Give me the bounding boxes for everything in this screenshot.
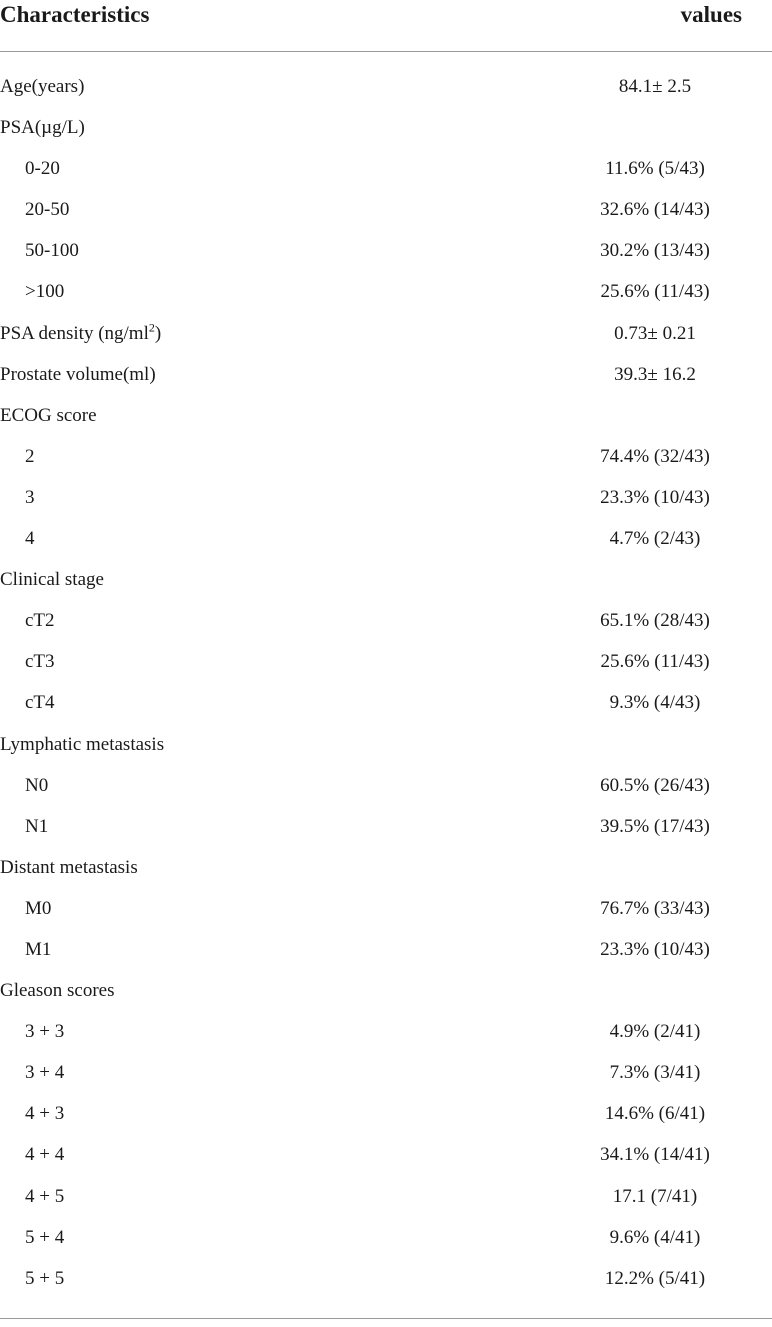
row-label-text: 50-100 xyxy=(25,240,79,262)
table-row xyxy=(0,190,772,231)
row-label-text: PSA density (ng/ml xyxy=(0,322,149,344)
row-value: 9.6% (4/41) xyxy=(609,1226,701,1248)
row-label-text: Prostate volume(ml) xyxy=(0,363,156,385)
header-characteristics: Characteristics xyxy=(0,2,150,27)
table-row xyxy=(0,889,772,930)
table-row xyxy=(0,437,772,478)
row-label-text: PSA(µg/L) xyxy=(0,117,85,139)
row-subcategory-label xyxy=(25,1020,64,1044)
row-value: 17.1 (7/41) xyxy=(612,1185,698,1207)
row-label-text: 4 + 3 xyxy=(25,1103,65,1125)
row-value: 4.7% (2/43) xyxy=(609,528,701,550)
table-row xyxy=(0,1177,772,1218)
table-row xyxy=(0,1012,772,1053)
row-label-suffix: ) xyxy=(154,322,162,344)
row-label-text: Age(years) xyxy=(0,76,85,97)
row-value: 12.2% (5/41) xyxy=(604,1267,706,1289)
row-subcategory-label xyxy=(25,938,51,962)
row-label-text: Lymphatic metastasis xyxy=(0,733,165,755)
row-label-text: cT3 xyxy=(25,651,55,673)
row-label-text: Gleason scores xyxy=(0,980,115,1002)
row-category-label xyxy=(0,404,97,428)
table-row xyxy=(0,272,772,313)
row-subcategory-label xyxy=(25,527,35,551)
row-category-label xyxy=(0,979,115,1003)
row-category-label xyxy=(0,733,164,757)
row-label-text: Clinical stage xyxy=(0,569,104,591)
row-label-text: N0 xyxy=(25,774,49,796)
row-label-text: 0-20 xyxy=(25,158,60,180)
table-row xyxy=(0,519,772,560)
row-value: 25.6% (11/43) xyxy=(600,281,710,303)
row-subcategory-label xyxy=(25,198,69,222)
row-subcategory-label xyxy=(25,897,51,921)
row-subcategory-label xyxy=(25,280,64,304)
table-row xyxy=(0,231,772,272)
row-value: 0.73± 0.21 xyxy=(614,322,696,344)
row-category-label xyxy=(0,75,84,99)
row-value: 9.3% (4/43) xyxy=(609,692,701,714)
table-row xyxy=(0,848,772,889)
row-label-text: cT2 xyxy=(25,610,55,632)
table-row xyxy=(0,971,772,1012)
row-value: 11.6% (5/43) xyxy=(605,158,705,180)
row-label-text: 5 + 4 xyxy=(25,1226,65,1248)
row-label-text: >100 xyxy=(25,281,65,303)
table-row xyxy=(0,108,772,149)
table-row xyxy=(0,1053,772,1094)
row-value: 23.3% (10/43) xyxy=(600,938,710,960)
table-row xyxy=(0,67,772,108)
row-value: 32.6% (14/43) xyxy=(600,199,710,221)
table-row xyxy=(0,807,772,848)
table-body xyxy=(0,67,772,1300)
row-value: 34.1% (14/41) xyxy=(600,1144,710,1166)
table-row xyxy=(0,725,772,766)
row-subcategory-label xyxy=(25,1143,64,1167)
table-row xyxy=(0,766,772,807)
row-label-text: M1 xyxy=(25,938,52,960)
row-value: 4.9% (2/41) xyxy=(609,1021,701,1043)
table-row xyxy=(0,355,772,396)
header-divider xyxy=(0,51,772,52)
row-category-label xyxy=(0,322,161,346)
row-label-text: 3 + 4 xyxy=(25,1062,65,1084)
row-label-text: ECOG score xyxy=(0,404,97,426)
row-label-text: 4 + 4 xyxy=(25,1144,65,1166)
row-subcategory-label xyxy=(25,1061,64,1085)
table-row xyxy=(0,683,772,724)
row-subcategory-label xyxy=(25,157,60,181)
row-subcategory-label xyxy=(25,650,55,674)
row-value: 14.6% (6/41) xyxy=(604,1103,706,1125)
row-value: 74.4% (32/43) xyxy=(600,445,710,467)
row-category-label xyxy=(0,856,138,880)
row-label-text: 20-50 xyxy=(25,199,70,221)
row-label-text: M0 xyxy=(25,897,52,919)
row-subcategory-label xyxy=(25,1102,64,1126)
header-values: values xyxy=(680,2,742,27)
row-value: 25.6% (11/43) xyxy=(600,651,710,673)
row-value: 23.3% (10/43) xyxy=(600,486,710,508)
row-subcategory-label xyxy=(25,691,55,715)
row-subcategory-label xyxy=(25,445,35,469)
row-label-text: cT4 xyxy=(25,692,55,714)
table-bottom-rule xyxy=(0,1318,772,1319)
table-row xyxy=(0,1094,772,1135)
row-value: 65.1% (28/43) xyxy=(600,610,710,632)
row-value: 30.2% (13/43) xyxy=(600,240,710,262)
row-subcategory-label xyxy=(25,815,48,839)
row-value: 76.7% (33/43) xyxy=(600,897,710,919)
row-label-text: Distant metastasis xyxy=(0,856,138,878)
row-subcategory-label xyxy=(25,774,48,798)
row-category-label xyxy=(0,363,156,387)
table-row xyxy=(0,396,772,437)
row-subcategory-label xyxy=(25,486,35,510)
row-label-text: 5 + 5 xyxy=(25,1267,65,1289)
row-value: 39.3± 16.2 xyxy=(614,363,696,385)
row-subcategory-label xyxy=(25,239,79,263)
table-row xyxy=(0,1259,772,1300)
row-label-text: 4 xyxy=(25,528,35,550)
table-row xyxy=(0,1135,772,1176)
row-label-text: 3 + 3 xyxy=(25,1021,65,1043)
row-label-superscript: 2 xyxy=(148,320,155,335)
table-row xyxy=(0,478,772,519)
row-label-text: N1 xyxy=(25,815,49,837)
table-row xyxy=(0,314,772,355)
table-header xyxy=(0,0,772,50)
row-category-label xyxy=(0,116,85,140)
row-label-text: 3 xyxy=(25,486,35,508)
row-value: 60.5% (26/43) xyxy=(600,774,710,796)
row-label-text: 2 xyxy=(25,445,35,467)
table-row xyxy=(0,1218,772,1259)
row-value: 7.3% (3/41) xyxy=(609,1062,701,1084)
table-row xyxy=(0,930,772,971)
row-subcategory-label xyxy=(25,1267,64,1291)
row-value: 84.1± 2.5 xyxy=(618,76,692,97)
row-subcategory-label xyxy=(25,1185,64,1209)
table-row xyxy=(0,149,772,190)
row-value: 39.5% (17/43) xyxy=(600,815,710,837)
row-category-label xyxy=(0,568,104,592)
table-row xyxy=(0,601,772,642)
row-subcategory-label xyxy=(25,1226,64,1250)
row-label-text: 4 + 5 xyxy=(25,1185,65,1207)
table-row xyxy=(0,642,772,683)
table-row xyxy=(0,560,772,601)
row-subcategory-label xyxy=(25,609,55,633)
